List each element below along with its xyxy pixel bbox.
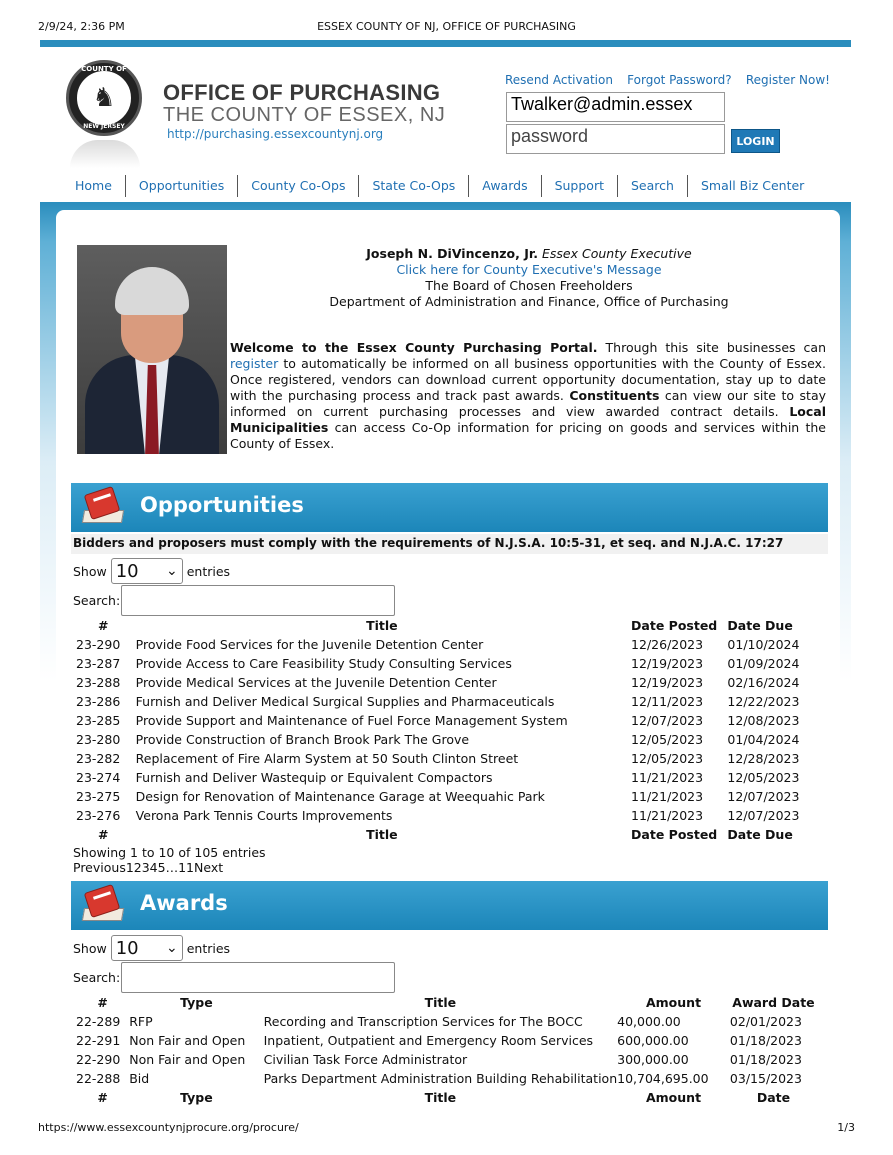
cell-num: 23-276 [76, 808, 121, 823]
cell-title[interactable]: Recording and Transcription Services for The BOCC [263, 1014, 583, 1029]
foot-col-type: Type [180, 1090, 213, 1105]
opportunities-table [73, 616, 817, 844]
opportunities-info: Showing 1 to 10 of 105 entries [73, 845, 266, 860]
county-seal-logo[interactable] [66, 60, 142, 136]
cell-title[interactable]: Design for Renovation of Maintenance Garage at Weequahic Park [135, 789, 545, 804]
col-title[interactable]: Title [424, 995, 457, 1010]
nav-search[interactable]: Search [618, 175, 688, 197]
cell-num: 22-289 [76, 1014, 121, 1029]
cell-num: 23-287 [76, 656, 121, 671]
cell-award-date: 02/01/2023 [729, 1014, 802, 1029]
show-label: Show [73, 563, 107, 579]
table-row[interactable] [73, 787, 817, 806]
opportunities-length-control [73, 558, 230, 584]
cell-num: 23-286 [76, 694, 121, 709]
cell-amount: 600,000.00 [617, 1033, 689, 1048]
table-row[interactable] [73, 1012, 817, 1031]
site-title[interactable]: OFFICE OF PURCHASING [163, 80, 441, 105]
cell-title[interactable]: Civilian Task Force Administrator [263, 1052, 468, 1067]
compliance-notice: Bidders and proposers must comply with the requirements of N.J.S.A. 10:5-31, et seq. and N.J.A.C. 17:27 [71, 534, 828, 554]
foot-col-date: Date [756, 1090, 791, 1105]
main-nav [62, 175, 840, 197]
opportunities-entries-select[interactable] [111, 558, 183, 584]
password-input[interactable]: password [506, 124, 725, 154]
print-datetime: 2/9/24, 2:36 PM [38, 20, 125, 33]
cell-date-posted: 11/21/2023 [631, 770, 704, 785]
cell-date-due: 12/08/2023 [727, 713, 800, 728]
cell-num: 23-275 [76, 789, 121, 804]
username-input[interactable]: Twalker@admin.essex [506, 92, 725, 122]
cell-date-due: 01/04/2024 [727, 732, 800, 747]
nav-support[interactable]: Support [542, 175, 618, 197]
welcome-text-1: Through this site businesses can [597, 340, 827, 355]
cell-amount: 300,000.00 [617, 1052, 689, 1067]
awards-header [71, 881, 828, 930]
table-row[interactable] [73, 806, 817, 825]
print-footer [38, 1121, 855, 1137]
foot-col-title: Title [424, 1090, 457, 1105]
col-num[interactable]: # [97, 995, 108, 1010]
entries-label: entries [186, 940, 231, 956]
cell-title[interactable]: Parks Department Administration Building Rehabilitation [263, 1071, 618, 1086]
table-row[interactable] [73, 1031, 817, 1050]
col-award-date[interactable]: Award Date [732, 995, 815, 1010]
awards-title: Awards [140, 891, 228, 915]
cell-date-posted: 11/21/2023 [631, 789, 704, 804]
foot-col-amount: Amount [645, 1090, 702, 1105]
awards-length-control [73, 935, 230, 961]
table-row[interactable] [73, 654, 817, 673]
cell-award-date: 03/15/2023 [729, 1071, 802, 1086]
table-row[interactable] [73, 1069, 817, 1088]
executive-message-link[interactable]: Click here for County Executive's Message [396, 262, 662, 277]
awards-table [73, 993, 817, 1107]
welcome-text-4: can access Co-Op information for pricing on goods and services within the County of Essex. [230, 420, 826, 451]
entries-value: 10 [115, 937, 139, 959]
cell-title[interactable]: Inpatient, Outpatient and Emergency Room Services [263, 1033, 594, 1048]
nav-state-coops[interactable]: State Co-Ops [359, 175, 469, 197]
print-doc-title: ESSEX COUNTY OF NJ, OFFICE OF PURCHASING [317, 20, 576, 33]
cell-amount: 40,000.00 [617, 1014, 681, 1029]
print-page-number: 1/3 [837, 1121, 855, 1134]
col-num[interactable]: # [98, 618, 109, 633]
register-link[interactable]: Register Now! [745, 73, 830, 87]
book-icon [81, 886, 125, 924]
site-subtitle: THE COUNTY OF ESSEX, NJ [163, 104, 446, 126]
awards-search-input[interactable] [121, 962, 395, 993]
cell-title[interactable]: Replacement of Fire Alarm System at 50 South Clinton Street [135, 751, 519, 766]
seal-top-text: COUNTY OF ESSEX [81, 65, 127, 81]
table-row[interactable] [73, 635, 817, 654]
col-type[interactable]: Type [180, 995, 213, 1010]
chevron-down-icon: ⌄ [166, 563, 178, 579]
welcome-paragraph [230, 340, 826, 452]
book-icon [81, 488, 125, 526]
cell-date-due: 12/07/2023 [727, 808, 800, 823]
cell-date-posted: 12/19/2023 [631, 675, 704, 690]
nav-small-biz-center[interactable]: Small Biz Center [700, 178, 805, 193]
cell-date-due: 12/28/2023 [727, 751, 800, 766]
cell-date-due: 01/09/2024 [727, 656, 800, 671]
foot-col-date-due: Date Due [727, 827, 793, 842]
col-date-due[interactable]: Date Due [727, 618, 793, 633]
welcome-local-municipalities: Local Municipalities [230, 404, 826, 435]
table-row[interactable] [73, 711, 817, 730]
welcome-register-link[interactable]: register [230, 356, 279, 371]
cell-award-date: 01/18/2023 [729, 1052, 802, 1067]
table-row[interactable] [73, 730, 817, 749]
opportunities-header [71, 483, 828, 532]
foot-col-num: # [97, 1090, 108, 1105]
cell-num: 23-290 [76, 637, 121, 652]
executive-name: Joseph N. DiVincenzo, Jr. [366, 246, 539, 261]
cell-num: 23-280 [76, 732, 121, 747]
opportunities-pagination[interactable]: Previous12345…11Next [73, 860, 224, 875]
cell-date-posted: 12/26/2023 [631, 637, 704, 652]
foot-col-num: # [98, 827, 109, 842]
welcome-constituents: Constituents [569, 388, 660, 403]
opportunities-search-input[interactable] [121, 585, 395, 616]
opportunities-search [73, 585, 395, 616]
foot-col-title: Title [366, 827, 398, 842]
table-row[interactable] [73, 673, 817, 692]
department-text: Department of Administration and Finance, Office of Purchasing [329, 294, 729, 309]
top-accent-bar [40, 40, 851, 47]
awards-entries-select[interactable] [111, 935, 183, 961]
cell-num: 22-291 [76, 1033, 121, 1048]
table-row[interactable] [73, 1050, 817, 1069]
table-row[interactable] [73, 749, 817, 768]
forgot-password-link[interactable]: Forgot Password? [627, 73, 732, 87]
chevron-down-icon: ⌄ [166, 940, 178, 956]
cell-type: Non Fair and Open [129, 1033, 246, 1048]
login-button[interactable]: LOGIN [731, 129, 780, 153]
col-date-posted[interactable]: Date Posted [631, 618, 718, 633]
cell-date-due: 12/22/2023 [727, 694, 800, 709]
county-executive-photo [77, 245, 227, 454]
cell-date-due: 02/16/2024 [727, 675, 800, 690]
cell-date-posted: 12/05/2023 [631, 732, 704, 747]
search-label: Search: [73, 593, 121, 608]
lion-icon: ♞ [75, 69, 133, 127]
nav-opportunities[interactable]: Opportunities [126, 175, 238, 197]
welcome-text-2: to automatically be informed on all business opportunities with the County of Essex. Once registered, vendors can download current opportunity documentation, stay up to date with the purchasing process and track past awards. [230, 356, 826, 403]
col-title[interactable]: Title [366, 618, 398, 633]
cell-date-due: 12/05/2023 [727, 770, 800, 785]
cell-type: RFP [129, 1014, 153, 1029]
cell-num: 23-288 [76, 675, 121, 690]
table-row[interactable] [73, 768, 817, 787]
opportunities-title: Opportunities [140, 493, 304, 517]
executive-info [240, 246, 818, 310]
cell-title[interactable]: Provide Medical Services at the Juvenile Detention Center [135, 675, 497, 690]
executive-role: Essex County Executive [542, 246, 692, 261]
table-row[interactable] [73, 692, 817, 711]
foot-col-date-posted: Date Posted [631, 827, 718, 842]
cell-title[interactable]: Provide Support and Maintenance of Fuel Force Management System [135, 713, 568, 728]
board-text: The Board of Chosen Freeholders [425, 278, 633, 293]
awards-search [73, 962, 395, 993]
nav-awards[interactable]: Awards [469, 175, 541, 197]
cell-date-posted: 12/07/2023 [631, 713, 704, 728]
col-amount[interactable]: Amount [645, 995, 702, 1010]
nav-home[interactable]: Home [62, 175, 126, 197]
cell-title[interactable]: Provide Food Services for the Juvenile Detention Center [135, 637, 484, 652]
cell-num: 23-285 [76, 713, 121, 728]
cell-title[interactable]: Verona Park Tennis Courts Improvements [135, 808, 393, 823]
cell-date-due: 12/07/2023 [727, 789, 800, 804]
cell-award-date: 01/18/2023 [729, 1033, 802, 1048]
site-url[interactable]: http://purchasing.essexcountynj.org [167, 127, 384, 141]
entries-value: 10 [115, 560, 139, 582]
seal-bottom-text: NEW JERSEY [83, 123, 125, 130]
print-url: https://www.essexcountynjprocure.org/procure/ [38, 1121, 299, 1134]
seal-reflection [70, 140, 140, 168]
cell-num: 22-290 [76, 1052, 121, 1067]
cell-num: 23-282 [76, 751, 121, 766]
cell-date-posted: 12/19/2023 [631, 656, 704, 671]
cell-num: 22-288 [76, 1071, 121, 1086]
cell-num: 23-274 [76, 770, 121, 785]
print-header [38, 20, 855, 36]
welcome-text-3: can view our site to stay informed on current purchasing processes and view awarded contract details. [230, 388, 826, 419]
cell-title[interactable]: Provide Construction of Branch Brook Park The Grove [135, 732, 470, 747]
welcome-lead: Welcome to the Essex County Purchasing Portal. [230, 340, 598, 355]
nav-county-coops[interactable]: County Co-Ops [238, 175, 359, 197]
cell-date-posted: 12/05/2023 [631, 751, 704, 766]
cell-date-posted: 12/11/2023 [631, 694, 704, 709]
cell-title[interactable]: Furnish and Deliver Wastequip or Equivalent Compactors [135, 770, 493, 785]
cell-date-due: 01/10/2024 [727, 637, 800, 652]
resend-activation-link[interactable]: Resend Activation [505, 73, 613, 87]
show-label: Show [73, 940, 107, 956]
cell-amount: 10,704,695.00 [617, 1071, 709, 1086]
account-links [505, 73, 830, 87]
entries-label: entries [186, 563, 231, 579]
cell-title[interactable]: Furnish and Deliver Medical Surgical Supplies and Pharmaceuticals [135, 694, 555, 709]
search-label: Search: [73, 970, 121, 985]
cell-title[interactable]: Provide Access to Care Feasibility Study Consulting Services [135, 656, 512, 671]
cell-date-posted: 11/21/2023 [631, 808, 704, 823]
cell-type: Bid [129, 1071, 150, 1086]
cell-type: Non Fair and Open [129, 1052, 246, 1067]
